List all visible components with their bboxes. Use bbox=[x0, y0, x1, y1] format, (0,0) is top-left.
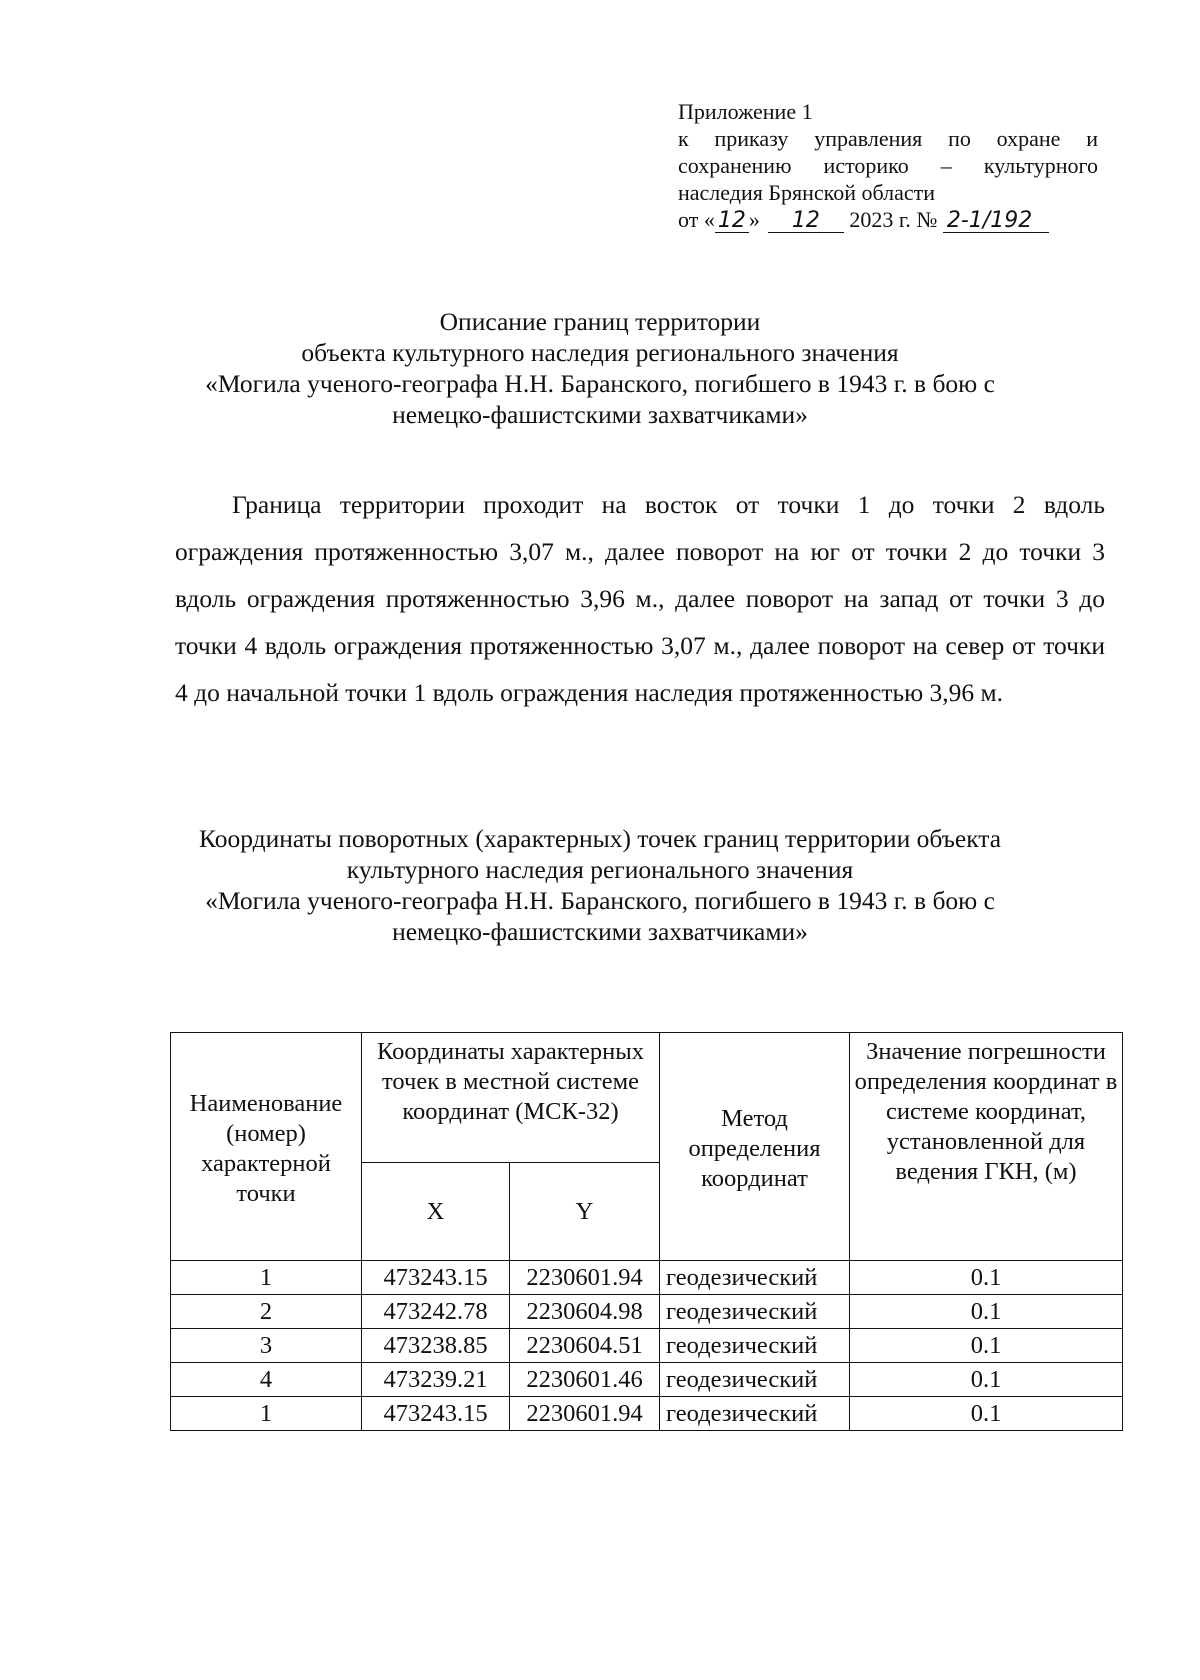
order-number-handwritten: 2-1/192 bbox=[943, 210, 1049, 233]
table-row bbox=[171, 1329, 1123, 1363]
table-row bbox=[171, 1295, 1123, 1329]
header-point-name: Наименование (номер) характерной точки bbox=[171, 1033, 362, 1261]
header-x: X bbox=[362, 1163, 510, 1261]
appendix-header bbox=[678, 98, 1098, 233]
title-line: объекта культурного наследия регионального значения bbox=[301, 338, 899, 367]
cell-accuracy: 0.1 bbox=[850, 1295, 1123, 1329]
cell-x: 473239.21 bbox=[362, 1363, 510, 1397]
cell-x: 473243.15 bbox=[362, 1397, 510, 1431]
table-row bbox=[171, 1397, 1123, 1431]
cell-point: 1 bbox=[171, 1261, 362, 1295]
cell-x: 473243.15 bbox=[362, 1261, 510, 1295]
title-line: Описание границ территории bbox=[439, 307, 761, 336]
appendix-order-line: сохранению историко – культурного bbox=[678, 153, 1098, 178]
header-accuracy: Значение погрешности определения координат в системе координат, установленной для ведения ГКН, (м) bbox=[850, 1033, 1123, 1261]
title-line: немецко-фашистскими захватчиками» bbox=[392, 400, 808, 429]
cell-x: 473238.85 bbox=[362, 1329, 510, 1363]
cell-point: 1 bbox=[171, 1397, 362, 1431]
header-y: Y bbox=[510, 1163, 660, 1261]
title-line: «Могила ученого-географа Н.Н. Баранского, погибшего в 1943 г. в бою с bbox=[205, 369, 995, 398]
cell-method: геодезический bbox=[660, 1363, 850, 1397]
coordinates-title bbox=[150, 823, 1050, 947]
cell-method: геодезический bbox=[660, 1329, 850, 1363]
cell-y: 2230604.51 bbox=[510, 1329, 660, 1363]
cell-y: 2230604.98 bbox=[510, 1295, 660, 1329]
header-method: Метод определения координат bbox=[660, 1033, 850, 1261]
title-line: Координаты поворотных (характерных) точек границ территории объекта bbox=[198, 824, 1002, 853]
appendix-order-line: наследия Брянской области bbox=[678, 180, 936, 205]
date-prefix: от « bbox=[678, 207, 715, 232]
cell-accuracy: 0.1 bbox=[850, 1261, 1123, 1295]
cell-method: геодезический bbox=[660, 1295, 850, 1329]
boundary-description-paragraph: Граница территории проходит на восток от точки 1 до точки 2 вдоль ограждения протяженностью 3,07 м., далее поворот на юг от точки 2 до точки 3 вдоль ограждения протяженностью 3,96 м., далее поворот на запад от точки 3 до точки 4 вдоль ограждения протяженностью 3,07 м., далее поворот на север от точки 4 до начальной точки 1 вдоль ограждения наследия протяженностью 3,96 м. bbox=[175, 490, 1105, 707]
appendix-date-line bbox=[678, 206, 1098, 233]
cell-point: 2 bbox=[171, 1295, 362, 1329]
cell-accuracy: 0.1 bbox=[850, 1329, 1123, 1363]
cell-method: геодезический bbox=[660, 1261, 850, 1295]
title-line: «Могила ученого-географа Н.Н. Баранского, погибшего в 1943 г. в бою с bbox=[205, 886, 995, 915]
cell-accuracy: 0.1 bbox=[850, 1363, 1123, 1397]
cell-y: 2230601.46 bbox=[510, 1363, 660, 1397]
cell-y: 2230601.94 bbox=[510, 1261, 660, 1295]
boundary-description-title bbox=[150, 306, 1050, 430]
table-row bbox=[171, 1261, 1123, 1295]
date-year: 2023 г. № bbox=[849, 207, 938, 232]
date-month-handwritten: 12 bbox=[768, 210, 844, 233]
header-coordinates: Координаты характерных точек в местной системе координат (МСК-32) bbox=[362, 1033, 660, 1163]
cell-point: 3 bbox=[171, 1329, 362, 1363]
cell-y: 2230601.94 bbox=[510, 1397, 660, 1431]
title-line: культурного наследия регионального значения bbox=[346, 855, 854, 884]
date-close: » bbox=[748, 207, 760, 232]
appendix-order-line: к приказу управления по охране и bbox=[678, 126, 1098, 151]
appendix-label: Приложение 1 bbox=[678, 99, 813, 124]
cell-accuracy: 0.1 bbox=[850, 1397, 1123, 1431]
cell-x: 473242.78 bbox=[362, 1295, 510, 1329]
cell-point: 4 bbox=[171, 1363, 362, 1397]
table-row bbox=[171, 1363, 1123, 1397]
title-line: немецко-фашистскими захватчиками» bbox=[392, 917, 808, 946]
cell-method: геодезический bbox=[660, 1397, 850, 1431]
coordinates-table bbox=[170, 1032, 1123, 1431]
date-day-handwritten: 12 bbox=[715, 210, 749, 233]
